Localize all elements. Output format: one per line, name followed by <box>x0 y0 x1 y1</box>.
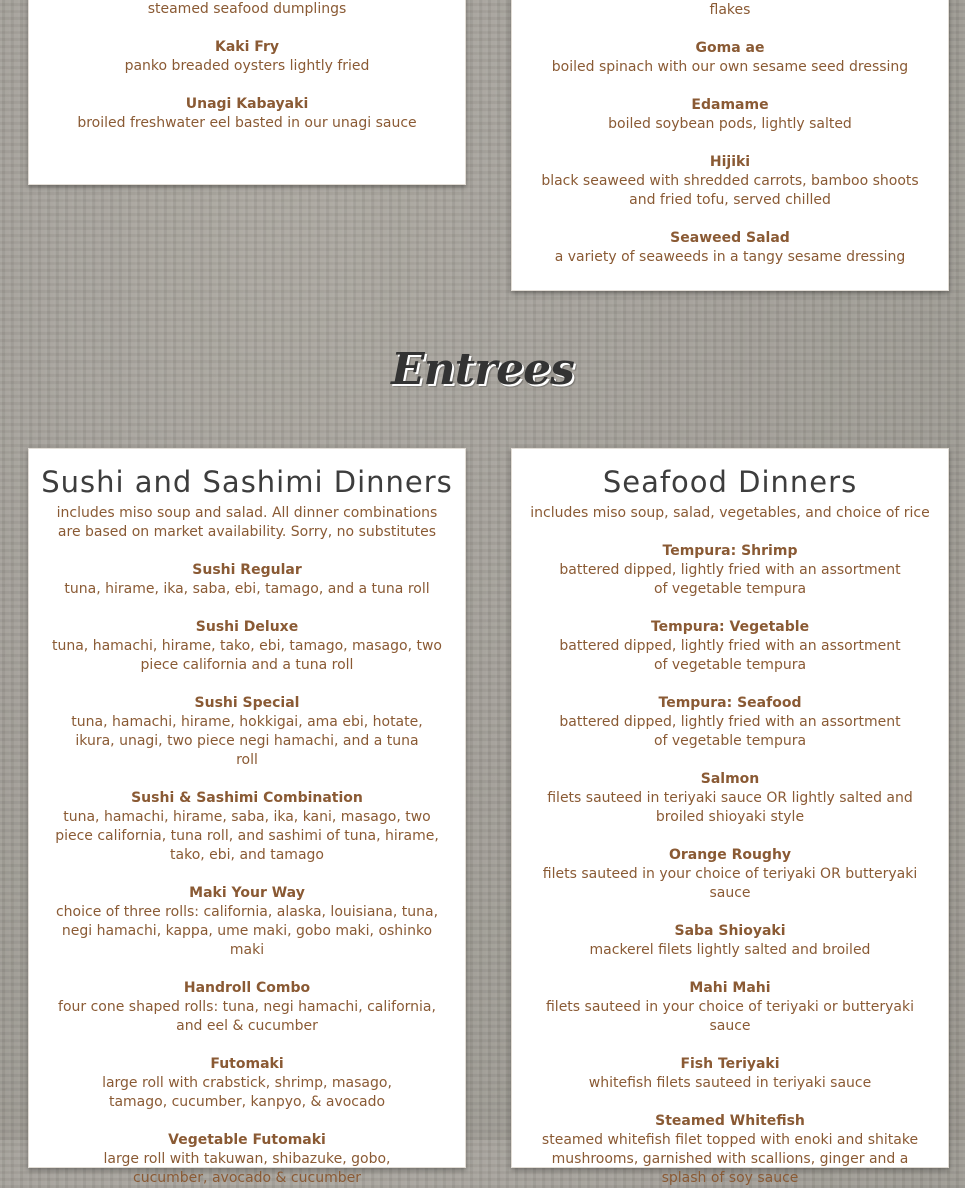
item-name: Sushi Special <box>194 695 300 711</box>
item-description: mackerel filets lightly salted and broiled <box>589 942 871 958</box>
item-description: tuna, hirame, ika, saba, ebi, tamago, and a tuna roll <box>64 581 430 597</box>
seafood-dinners-card <box>511 448 949 1186</box>
item-name: Sushi & Sashimi Combination <box>131 790 363 806</box>
item-name: Steamed Whitefish <box>655 1113 805 1129</box>
menu-item <box>528 39 932 77</box>
item-name: Hijiki <box>709 154 751 170</box>
item-description: black seaweed with shredded carrots, bamboo shoots and fried tofu, served chilled <box>541 173 919 208</box>
item-name: Tempura: Seafood <box>658 695 802 711</box>
item-description: choice of three rolls: california, alaska, louisiana, tuna, negi hamachi, kappa, ume maki, gobo maki, oshinko maki <box>55 904 439 958</box>
section-title-entrees: Entrees <box>391 344 574 395</box>
menu-item <box>528 1112 932 1188</box>
item-description: a variety of seaweeds in a tangy sesame dressing <box>554 249 906 265</box>
item-description: broiled freshwater eel basted in our unagi sauce <box>77 115 417 131</box>
item-name: Goma ae <box>695 40 765 56</box>
item-description: panko breaded oysters lightly fried <box>124 58 370 74</box>
item-description: four cone shaped rolls: tuna, negi hamachi, california, and eel & cucumber <box>58 999 436 1034</box>
item-description: filets sauteed in your choice of teriyaki or butteryaki sauce <box>545 999 915 1034</box>
item-description: battered dipped, lightly fried with an assortment of vegetable tempura <box>559 638 901 673</box>
item-description: large roll with crabstick, shrimp, masago, tamago, cucumber, kanpyo, & avocado <box>102 1075 392 1110</box>
item-name: Vegetable Futomaki <box>168 1132 326 1148</box>
item-description: boiled spinach with our own sesame seed dressing <box>551 59 909 75</box>
item-description: tuna, hamachi, hirame, tako, ebi, tamago, masago, two piece california and a tuna roll <box>51 638 442 673</box>
card-note: includes miso soup and salad. All dinner combinations are based on market availability. Sorry, no substitutes <box>56 505 438 540</box>
menu-item <box>528 1 932 20</box>
item-name: Orange Roughy <box>668 847 792 863</box>
menu-item <box>528 770 932 827</box>
item-name: Maki Your Way <box>189 885 305 901</box>
card-title: Seafood Dinners <box>602 465 858 499</box>
menu-item <box>528 229 932 267</box>
item-description: steamed whitefish filet topped with enoki and shitake mushrooms, garnished with scallions, ginger and a splash of soy sauce <box>541 1132 919 1186</box>
menu-item <box>528 96 932 134</box>
item-name: Sushi Deluxe <box>195 619 299 635</box>
item-name: Tempura: Shrimp <box>662 543 798 559</box>
menu-item <box>45 789 449 865</box>
item-name: Handroll Combo <box>183 980 311 996</box>
item-name: Saba Shioyaki <box>674 923 786 939</box>
menu-item <box>528 694 932 751</box>
menu-item <box>45 1055 449 1112</box>
card-note: includes miso soup, salad, vegetables, and choice of rice <box>530 505 930 521</box>
menu-item <box>45 618 449 675</box>
item-name: Salmon <box>700 771 760 787</box>
menu-item <box>528 979 932 1036</box>
item-description: battered dipped, lightly fried with an assortment of vegetable tempura <box>559 714 901 749</box>
menu-item <box>45 95 449 133</box>
menu-item <box>528 618 932 675</box>
item-description: battered dipped, lightly fried with an assortment of vegetable tempura <box>559 562 901 597</box>
item-name: Seaweed Salad <box>670 230 790 246</box>
item-description: tuna, hamachi, hirame, hokkigai, ama ebi, hotate, ikura, unagi, two piece negi hamachi, and a tuna roll <box>71 714 423 768</box>
menu-item <box>528 1055 932 1093</box>
menu-item <box>528 153 932 210</box>
menu-item <box>528 846 932 903</box>
item-name: Unagi Kabayaki <box>185 96 309 112</box>
item-description: boiled soybean pods, lightly salted <box>608 116 852 132</box>
menu-item <box>45 979 449 1036</box>
menu-item <box>45 0 449 19</box>
item-description: large roll with takuwan, shibazuke, gobo, cucumber, avocado & cucumber <box>103 1151 391 1186</box>
item-description: filets sauteed in your choice of teriyaki OR butteryaki sauce <box>542 866 918 901</box>
item-name: Tempura: Vegetable <box>650 619 810 635</box>
item-description: tuna, hamachi, hirame, saba, ika, kani, masago, two piece california, tuna roll, and sashimi of tuna, hirame, tako, ebi, and tamago <box>55 809 439 863</box>
menu-item <box>45 38 449 76</box>
menu-item <box>45 561 449 599</box>
item-name: Futomaki <box>210 1056 284 1072</box>
appetizer-card-right <box>511 0 949 291</box>
item-name: Fish Teriyaki <box>680 1056 780 1072</box>
card-title: Sushi and Sashimi Dinners <box>41 465 453 499</box>
menu-item <box>45 694 449 770</box>
item-name: Sushi Regular <box>192 562 302 578</box>
sushi-dinners-card <box>28 448 466 1186</box>
item-name: Mahi Mahi <box>689 980 771 996</box>
item-description: whitefish filets sauteed in teriyaki sauce <box>588 1075 872 1091</box>
menu-item <box>528 922 932 960</box>
item-description: flakes <box>709 2 751 18</box>
item-description: filets sauteed in teriyaki sauce OR lightly salted and broiled shioyaki style <box>547 790 913 825</box>
item-name: Edamame <box>691 97 769 113</box>
appetizer-card-left <box>28 0 466 185</box>
menu-item <box>528 542 932 599</box>
item-description: steamed seafood dumplings <box>147 1 347 17</box>
menu-item <box>45 884 449 960</box>
item-name: Kaki Fry <box>215 39 279 55</box>
